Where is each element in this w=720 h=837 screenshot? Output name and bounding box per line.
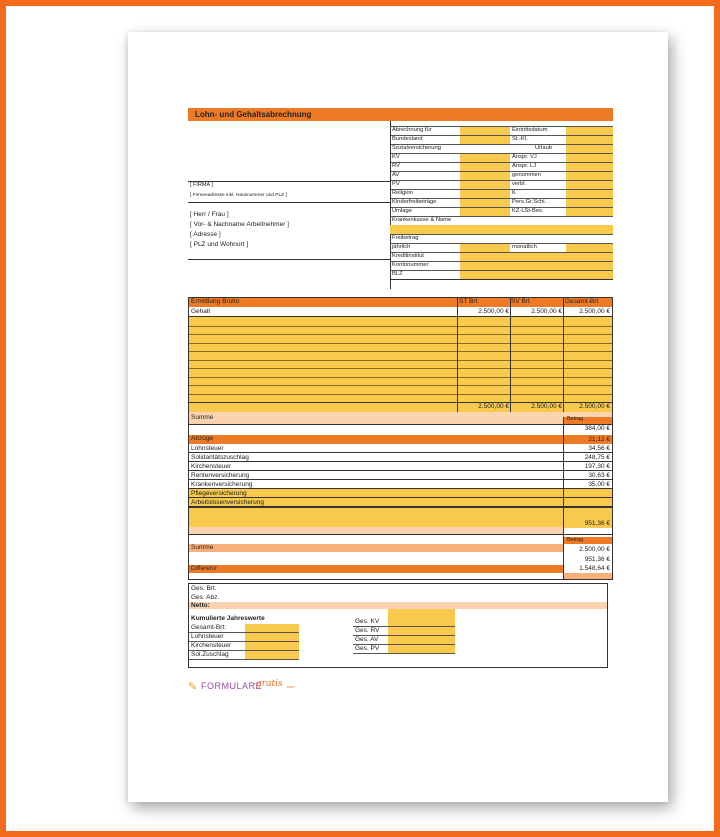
info-right-value-3 [566,154,613,162]
kum-right-top [388,609,455,618]
brutto-row-line [189,368,612,369]
kum-left-line [189,659,299,660]
logo-sub: -gratis [253,679,283,689]
jaehrlich-value [460,244,510,252]
info-right-label-6: verbl. [512,181,527,187]
info-left-value-4 [460,163,510,171]
brutto-row-gehalt: Gehalt [191,308,211,315]
brutto-col-sv: SV Brt [511,298,530,305]
info-left-value-9 [460,208,510,216]
herr-frau: [ Herr / Frau ] [190,211,229,218]
abzuege-value-4: 30,63 € [588,472,610,479]
info-left-value-6 [460,181,510,189]
info-right-value-2 [566,145,613,153]
logo-main: FORMULARE [201,681,263,691]
info-right-label-4: Anspr. LJ [512,163,537,169]
kontonummer-label: Kontonummer [392,262,429,268]
info-right-label-1: St.-Kl. [512,136,528,142]
abzuege-value-0: 21,12 € [588,436,610,443]
abzuege-label-5: Pflegeversicherung [191,490,247,497]
info-right-value-6 [566,181,613,189]
brutto-header: Ermittlung Brutto [191,298,240,305]
summary-table [188,535,613,580]
summary-differenz: Differenz [191,565,217,572]
abzuege-row [189,471,612,480]
info-left-value-5 [460,172,510,180]
krankenkasse-value [390,225,613,234]
employee-plz: [ PLZ und Wohnort ] [190,241,249,248]
brutto-summe-label: Summe [191,414,214,421]
info-left-label-6: PV [392,181,400,187]
info-right-value-5 [566,172,613,180]
brutto-gehalt-sv: 2.500,00 € [531,308,562,315]
info-row-line [390,234,613,235]
firma-hint: [ Firmenadresse inkl. Hausnummer und PLZ ] [190,193,287,198]
info-right-label-3: Anspr. VJ [512,154,537,160]
abzuege-row [189,444,612,453]
info-grid-border [390,125,391,289]
employer-block [188,121,391,261]
info-right-value-0 [566,127,613,135]
brutto-col-st: ST Brt [459,298,478,305]
abzuege-label-0: Lohnsteuer [191,445,224,452]
info-left-label-4: RV [392,163,400,169]
info-right-value-4 [566,163,613,171]
summary-value-2: 951,36 € [584,556,610,563]
abzuege-total: 951,36 € [584,520,610,527]
formulare-logo [188,680,328,694]
kum-right-line [353,653,455,654]
monatlich-label: monatlich [512,244,537,250]
info-right-label-5: genommen [512,172,542,178]
brutto-row-line [189,326,612,327]
kum-left-value-0 [245,624,299,632]
abzuege-value-1: 34,56 € [588,445,610,452]
brutto-row-line [189,394,612,395]
abzuege-row [189,462,612,471]
abzuege-header: Abzüge [191,435,214,442]
summary-value-1: 2.500,00 € [579,546,610,553]
info-right-label-9: KZ-LSt-Bes. [512,208,544,214]
kumuliert-title: Kumulierte Jahreswerte [191,615,265,622]
summary-summe: Summe [191,544,214,551]
kumuliert-box [188,609,608,668]
document-title: Lohn- und Gehaltsabrechnung [195,110,312,119]
summary-value-3: 1.548,64 € [579,565,610,572]
abzuege-label-2: Kirchensteuer [191,463,232,470]
kum-left-label-2: Kirchensteuer [191,642,232,649]
info-left-value-1 [460,136,510,144]
logo-tld: .com [286,684,295,689]
kreditinstitut-label: Kreditinstitut [392,253,424,259]
kum-left-value-2 [245,642,299,650]
brutto-row-line [189,351,612,352]
abzuege-label-1: Solidaritätszuschlag [191,454,249,461]
kum-right-label-2: Ges. AV [355,636,379,643]
abzuege-row [189,480,612,489]
title-bar [188,108,613,121]
brutto-col-gesamt: Gesamt-Brt [565,298,599,305]
blz-label: BLZ [392,271,403,277]
kontonummer-value [460,262,613,270]
info-left-label-5: AV [392,172,400,178]
brutto-table [188,297,613,425]
info-right-value-8 [566,199,613,207]
pencil-icon: ✎ [188,681,198,693]
freibetrag-label: Freibetrag [392,235,419,241]
info-left-label-9: Umlage [392,208,412,214]
firma-label: [ FIRMA ] [190,182,213,188]
info-left-label-3: KV [392,154,400,160]
brutto-row-line [189,334,612,335]
brutto-row-line [189,343,612,344]
info-left-label-7: Religion [392,190,413,196]
abzuege-row [189,453,612,462]
info-right-value-9 [566,208,613,216]
monatlich-value [566,244,613,252]
abzuege-label-6: Arbeitslosenversicherung [191,499,264,506]
info-right-label-0: Eintrittsdatum [512,127,548,133]
netto-label: Netto: [191,602,210,609]
brutto-gehalt-gesamt: 2.500,00 € [579,308,610,315]
info-left-label-8: Kinderfreibeträge [392,199,437,205]
kum-right-label-0: Ges. KV [355,618,380,625]
blz-value [460,271,613,279]
kum-right-value-1 [388,627,455,635]
info-left-label-0: Abrechnung für [392,127,432,133]
brutto-sum-sv: 2.500,00 € [531,403,562,410]
employee-name: [ Vor- & Nachname Arbeitnehmer ] [190,221,289,228]
abzuege-label-4: Krankenversicherung [191,481,253,488]
netto-ges-abz: Ges. Abz. [191,594,220,601]
abzuege-label-3: Rentenversicherung [191,472,250,479]
kum-right-value-0 [388,618,455,626]
abzuege-value-5: 35,00 € [588,481,610,488]
netto-box [188,583,608,609]
info-right-label-8: Pers.Gr.Schl. [512,199,547,205]
info-left-value-8 [460,199,510,207]
kum-left-label-0: Gesamt-Brt: [191,624,227,631]
abzuege-row [189,489,612,498]
brutto-row-line [189,385,612,386]
kum-left-value-1 [245,633,299,641]
brutto-sum-gesamt: 2.500,00 € [579,403,610,410]
kum-right-label-3: Ges. PV [355,645,380,652]
info-left-label-2: Sozialversicherung [392,145,441,151]
jaehrlich-label: jährlich [392,244,411,250]
brutto-gehalt-st: 2.500,00 € [478,308,509,315]
kum-left-label-3: Sol.Zuschlag [191,651,229,658]
kum-right-value-3 [388,645,455,653]
abzuege-table [188,414,613,535]
employee-address: [ Adresse ] [190,231,221,238]
brutto-row-line [189,377,612,378]
summary-betrag-head: Betrag [567,537,584,543]
brutto-sum-st: 2.500,00 € [478,403,509,410]
info-right-value-7 [566,190,613,198]
info-right-value-1 [566,136,613,144]
kum-left-value-3 [245,651,299,659]
kum-left-label-1: Lohnsteuer [191,633,224,640]
abzuege-value-2: 248,75 € [584,454,610,461]
kreditinstitut-value [460,253,613,261]
info-right-label-2: Urlaub [535,145,553,151]
info-right-label-7: K [512,190,516,196]
brutto-row-line [189,360,612,361]
info-left-label-1: Bundesland [392,136,423,142]
info-grid [390,126,613,290]
krankenkasse-label: Krankenkasse & Name [392,217,452,223]
netto-ges-brt: Ges. Brt. [191,585,217,592]
kum-right-value-2 [388,636,455,644]
abzuege-betrag-head: Betrag [567,416,584,422]
info-row-line [390,279,613,280]
document-sheet [128,32,668,802]
info-left-value-0 [460,127,510,135]
kum-right-label-1: Ges. RV [355,627,380,634]
abzuege-top-value: 384,00 € [584,425,610,432]
info-left-value-3 [460,154,510,162]
info-left-value-7 [460,190,510,198]
abzuege-value-3: 197,30 € [584,463,610,470]
